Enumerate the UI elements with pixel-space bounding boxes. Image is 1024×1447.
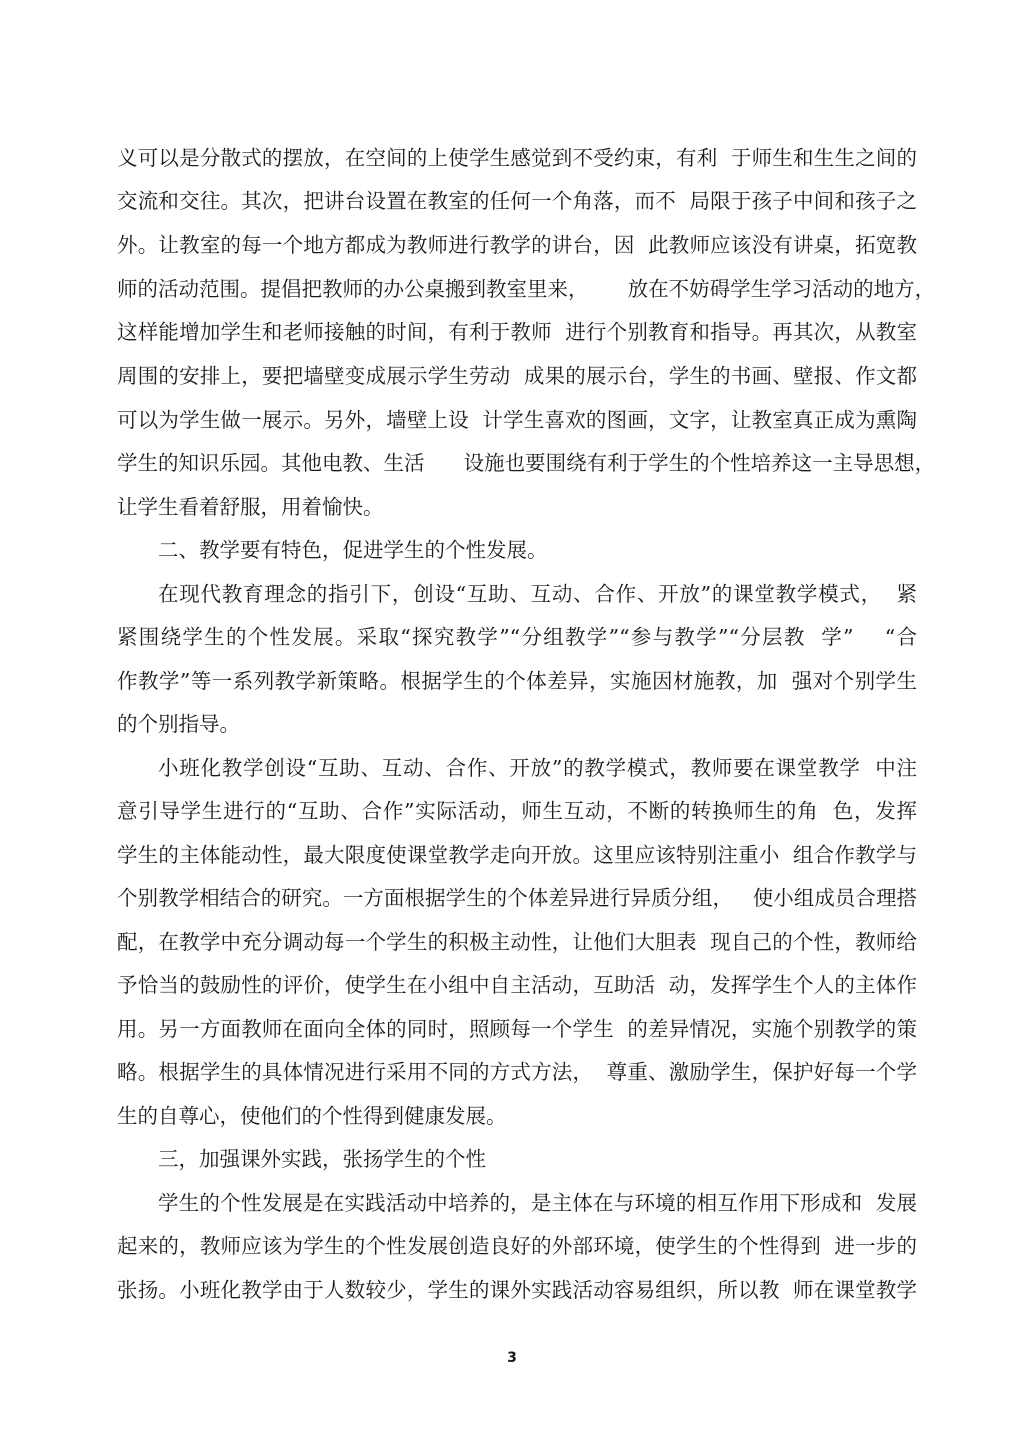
- text-line: 外。让教室的每一个地方都成为教师进行教学的讲台，因 此教师应该没有讲桌，拓宽教: [117, 233, 917, 257]
- text-line: 作教学”等一系列教学新策略。根据学生的个体差异，实施因材施教，加 强对个别学生: [117, 669, 917, 693]
- section-heading: 三，加强课外实践，张扬学生的个性: [158, 1147, 486, 1171]
- text-line: 起来的，教师应该为学生的个性发展创造良好的外部环境，使学生的个性得到 进一步的: [117, 1234, 917, 1258]
- text-line: 周围的安排上，要把墙壁变成展示学生劳动 成果的展示台，学生的书画、壁报、作文都: [117, 364, 917, 388]
- text-line: 张扬。小班化教学由于人数较少，学生的课外实践活动容易组织，所以教 师在课堂教学: [117, 1278, 917, 1302]
- text-line: 交流和交往。其次，把讲台设置在教室的任何一个角落，而不 局限于孩子中间和孩子之: [117, 189, 917, 213]
- text-line: 配，在教学中充分调动每一个学生的积极主动性，让他们大胆表 现自己的个性，教师给: [117, 930, 917, 954]
- text-line: 小班化教学创设“互助、互动、合作、开放”的教学模式，教师要在课堂教学 中注: [158, 756, 917, 780]
- text-line: 在现代教育理念的指引下，创设“互助、互动、合作、开放”的课堂教学模式， 紧: [158, 582, 917, 606]
- text-line: 生的自尊心，使他们的个性得到健康发展。: [117, 1104, 507, 1128]
- text-line: 可以为学生做一展示。另外，墙壁上设 计学生喜欢的图画，文字，让教室真正成为熏陶: [117, 408, 917, 432]
- section-heading: 二、教学要有特色，促进学生的个性发展。: [158, 538, 548, 562]
- text-line: 学生的个性发展是在实践活动中培养的，是主体在与环境的相互作用下形成和 发展: [158, 1191, 917, 1215]
- page-number: 3: [507, 1350, 517, 1366]
- text-line: 略。根据学生的具体情况进行采用不同的方式方法， 尊重、激励学生，保护好每一个学: [117, 1060, 917, 1084]
- text-line: 予恰当的鼓励性的评价，使学生在小组中自主活动，互助活 动，发挥学生个人的主体作: [117, 973, 917, 997]
- text-line: 的个别指导。: [117, 712, 240, 736]
- text-line: 用。另一方面教师在面向全体的同时，照顾每一个学生 的差异情况，实施个别教学的策: [117, 1017, 917, 1041]
- text-line: 让学生看着舒服，用着愉快。: [117, 495, 384, 519]
- text-line: 义可以是分散式的摆放，在空间的上使学生感觉到不受约束，有利 于师生和生生之间的: [117, 146, 917, 170]
- text-line: 意引导学生进行的“互助、合作”实际活动，师生互动，不断的转换师生的角 色，发挥: [117, 799, 917, 823]
- text-line: 这样能增加学生和老师接触的时间，有利于教师 进行个别教育和指导。再其次，从教室: [117, 320, 917, 344]
- text-line: 紧围绕学生的个性发展。采取“探究教学”“分组教学”“参与教学”“分层教 学” “合: [117, 625, 917, 649]
- text-line: 学生的知识乐园。其他电教、生活 设施也要围绕有利于学生的个性培养这一主导思想，: [117, 451, 936, 475]
- text-line: 学生的主体能动性，最大限度使课堂教学走向开放。这里应该特别注重小 组合作教学与: [117, 843, 917, 867]
- text-line: 个别教学相结合的研究。一方面根据学生的个体差异进行异质分组， 使小组成员合理搭: [117, 886, 917, 910]
- text-line: 师的活动范围。提倡把教师的办公桌搬到教室里来， 放在不妨碍学生学习活动的地方，: [117, 277, 936, 301]
